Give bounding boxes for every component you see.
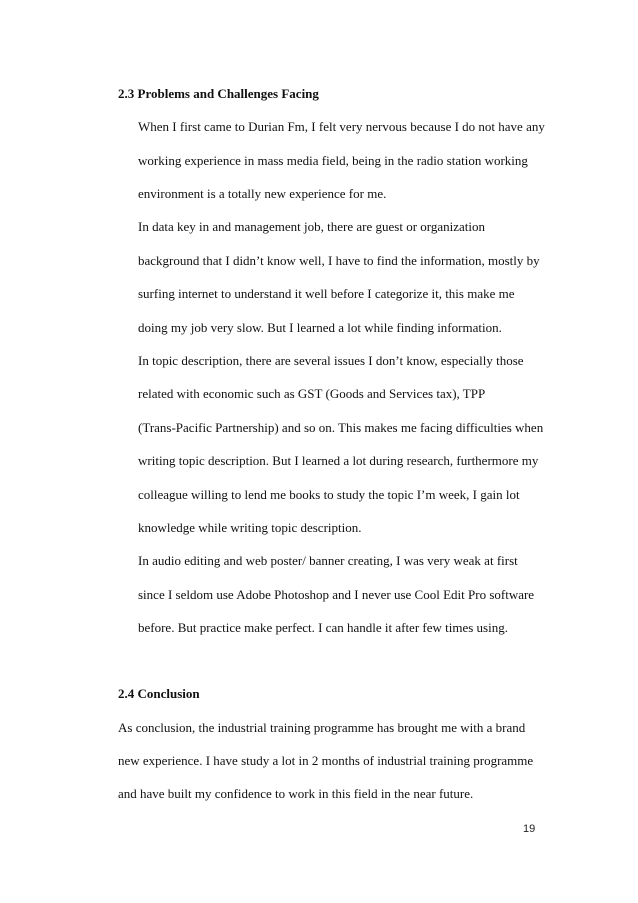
paragraph-line: In audio editing and web poster/ banner creating, I was very weak at first: [138, 553, 518, 568]
paragraph-line: surfing internet to understand it well before I categorize it, this make me: [138, 286, 515, 301]
paragraph-line: since I seldom use Adobe Photoshop and I never use Cool Edit Pro software: [138, 587, 535, 602]
paragraph-line: related with economic such as GST (Goods and Services tax), TPP: [138, 386, 486, 401]
paragraph-line: background that I didn’t know well, I have to find the information, mostly by: [138, 253, 540, 268]
paragraph-line: and have built my confidence to work in this field in the near future.: [118, 786, 474, 801]
paragraph-line: colleague willing to lend me books to study the topic I’m week, I gain lot: [138, 487, 520, 502]
paragraph-line: writing topic description. But I learned a lot during research, furthermore my: [138, 453, 539, 468]
paragraph-line: before. But practice make perfect. I can handle it after few times using.: [138, 620, 508, 635]
paragraph-line: doing my job very slow. But I learned a lot while finding information.: [138, 320, 502, 335]
paragraph-line: As conclusion, the industrial training programme has brought me with a brand: [118, 720, 526, 735]
section-heading-2-3: 2.3 Problems and Challenges Facing: [118, 86, 319, 101]
paragraph-line: In topic description, there are several issues I don’t know, especially those: [138, 353, 524, 368]
paragraph-line: In data key in and management job, there are guest or organization: [138, 219, 486, 234]
paragraph-line: environment is a totally new experience for me.: [138, 186, 387, 201]
section-heading-2-4: 2.4 Conclusion: [118, 686, 200, 701]
paragraph-line: working experience in mass media field, being in the radio station working: [138, 153, 528, 168]
page-number: 19: [523, 823, 536, 835]
paragraph-line: new experience. I have study a lot in 2 months of industrial training programme: [118, 753, 534, 768]
paragraph-line: (Trans-Pacific Partnership) and so on. This makes me facing difficulties when: [138, 420, 544, 435]
paragraph-line: When I first came to Durian Fm, I felt very nervous because I do not have any: [138, 119, 545, 134]
paragraph-line: knowledge while writing topic description.: [138, 520, 362, 535]
